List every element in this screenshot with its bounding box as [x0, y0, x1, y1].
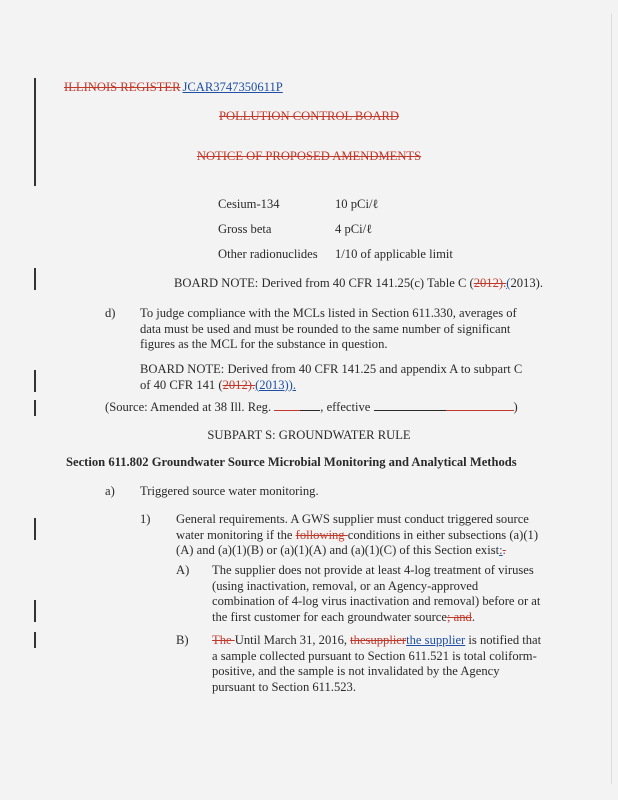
limit-name: Other radionuclides [218, 247, 318, 261]
item-deleted: ; and [447, 609, 472, 624]
item-deleted: thesupplier [350, 633, 407, 647]
item-text: The supplier does not provide at least 4-log treatment of viruses (using inactivation, removal, or an Agency-approved combination of 4-log virus inactivation and removal) before or at the first customer for each groundwater source [212, 563, 541, 624]
limit-value: 4 pCi/ℓ [335, 222, 373, 236]
limit-name: Gross beta [218, 222, 272, 236]
source-blank [300, 410, 320, 411]
board-note-text: BOARD NOTE: Derived from 40 CFR 141.25 and appendix A to subpart C of 40 CFR 141 ( [140, 362, 523, 392]
change-bar [34, 78, 36, 186]
item-deleted: following [295, 527, 348, 542]
item-a-label: a) [105, 484, 115, 498]
effective-blank-inserted [446, 410, 514, 411]
change-bar [34, 518, 36, 540]
register-line [64, 80, 283, 95]
item-deleted: The [212, 633, 235, 647]
item-1-label: 1) [140, 512, 151, 526]
item-a-text: Triggered source water monitoring. [140, 484, 319, 498]
board-note-inserted: (2013)). [255, 377, 297, 392]
limit-value: 10 pCi/ℓ [335, 197, 379, 211]
source-text: , effective [320, 400, 374, 414]
register-deleted: ILLINOIS REGISTER [64, 80, 181, 94]
item-deleted: . [502, 543, 506, 557]
change-bar [34, 632, 36, 648]
item-1-text [176, 512, 541, 559]
source-blank-deleted [274, 410, 300, 411]
effective-blank [374, 410, 446, 411]
change-bar [34, 400, 36, 416]
board-note-text: BOARD NOTE: Derived from 40 CFR 141.25(c) Table C ( [174, 276, 474, 290]
item-text: is notified that a sample collected pursuant to Section 611.521 is total coliform-positive, and the sample is not invalidated by the Agency pursuant to Section 611.523. [212, 633, 542, 694]
item-text: General requirements. A GWS supplier must conduct triggered source water monitoring if the [176, 512, 529, 542]
change-bar [34, 600, 36, 622]
limit-value: 1/10 of applicable limit [335, 247, 453, 261]
item-A-label: A) [176, 563, 190, 577]
item-text: conditions in either subsections (a)(1)(A) and (a)(1)(B) or (a)(1)(A) and (a)(1)(C) of this Section exist [176, 527, 539, 557]
board-note-deleted: 2012). [473, 276, 507, 290]
change-bar [34, 268, 36, 290]
item-B-text [212, 633, 542, 695]
board-note-inserted: ( [506, 276, 511, 290]
item-d-text: To judge compliance with the MCLs listed in Section 611.330, averages of data must be used and must be rounded to the same number of significant figures as the MCL for the substance in question. [140, 306, 517, 351]
board-note-1 [174, 276, 543, 291]
source-text: (Source: Amended at 38 Ill. Reg. [105, 400, 275, 414]
item-text: Until March 31, 2016, [234, 633, 351, 647]
board-note-text: 2013). [510, 276, 543, 290]
item-text: . [471, 609, 475, 624]
item-inserted: the supplier [406, 633, 466, 647]
item-A-text [212, 563, 542, 625]
board-note-2 [140, 362, 535, 393]
change-bar [34, 370, 36, 392]
item-B-label: B) [176, 633, 189, 647]
limit-name: Cesium-134 [218, 197, 280, 211]
subpart-heading: SUBPART S: GROUNDWATER RULE [207, 428, 411, 442]
board-heading: POLLUTION CONTROL BOARD [218, 109, 400, 123]
page-edge [611, 14, 612, 784]
item-inserted: : [499, 543, 503, 557]
register-inserted: JCAR3747350611P [182, 80, 283, 94]
source-text: ) [513, 400, 518, 414]
board-note-deleted: 2012). [222, 377, 256, 392]
item-d-label: d) [105, 306, 116, 320]
source-line [105, 400, 518, 415]
section-title: Section 611.802 Groundwater Source Microbial Monitoring and Analytical Methods [66, 455, 517, 469]
notice-heading: NOTICE OF PROPOSED AMENDMENTS [196, 149, 422, 163]
